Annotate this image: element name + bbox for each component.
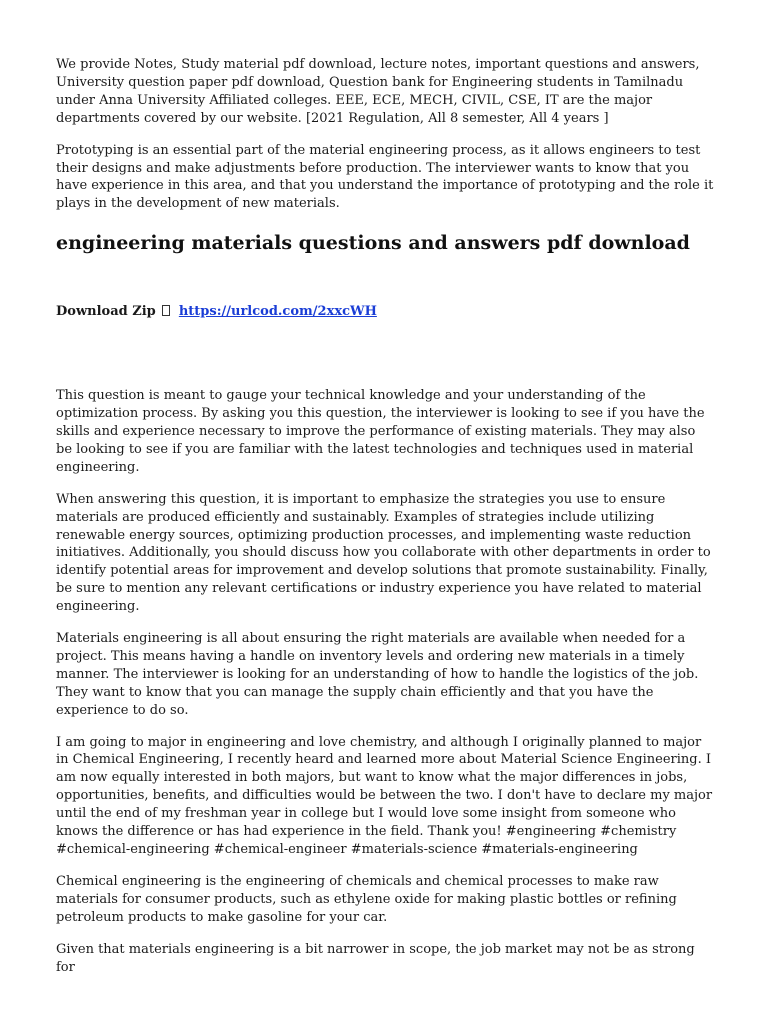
download-label: Download Zip [56,304,156,320]
spacer [56,321,714,387]
intro-paragraph: We provide Notes, Study material pdf download, lecture notes, important questions and answers, University question paper pdf download, Question bank for Engineering students in Tamilnadu under Anna University Affiliated colleges. EEE, ECE, MECH, CIVIL, CSE, IT are the major departments covered by our website. [2021 Regulation, All 8 semester, All 4 years ] [56,57,700,126]
prototyping-paragraph: Prototyping is an essential part of the material engineering process, as it allows engineers to test their designs and make adjustments before production. The interviewer wants to know that you have experience in this area, and that you understand the importance of prototyping and the role it plays in the development of new materials. [56,142,714,212]
chemical-engineering-paragraph: Chemical engineering is the engineering of chemicals and chemical processes to make raw materials for consumer products, such as ethylene oxide for making plastic bottles or refining petroleum products to make gasoline for your car. [56,873,677,925]
download-line [56,303,714,321]
job-market-paragraph: Given that materials engineering is a bit narrower in scope, the job market may not be as strong for [56,941,695,975]
major-question-paragraph: I am going to major in engineering and love chemistry, and although I originally planned to major in Chemical Engineering, I recently heard and learned more about Material Science Engineering. I am now equally interested in both majors, but want to know what the major differences in jobs, opportunities, benefits, and difficulties would be between the two. I don't have to declare my major until the end of my freshman year in college but I would love some insight from someone who knows the difference or has had experience in the field. Thank you! #engineering #chemistry #chemical-engineering #chemical-engineer #materials-science #materials-engineering [56,734,713,857]
sustainability-paragraph: When answering this question, it is important to emphasize the strategies you use to ensure materials are produced efficiently and sustainably. Examples of strategies include utilizing renewable energy sources, optimizing production processes, and implementing waste reduction initiatives. Additionally, you should discuss how you collaborate with other departments in order to identify potential areas for improvement and develop solutions that promote sustainability. Finally, be sure to mention any relevant certifications or industry experience you have related to material engineering. [56,491,711,615]
missing-glyph-icon [162,305,170,316]
page-heading: engineering materials questions and answers pdf download [56,232,690,255]
optimization-paragraph: This question is meant to gauge your technical knowledge and your understanding of the optimization process. By asking you this question, the interviewer is looking to see if you have the skills and experience necessary to improve the performance of existing materials. They may also be looking to see if you are familiar with the latest technologies and techniques used in material engineering. [56,388,705,475]
download-link[interactable]: https://urlcod.com/2xxcWH [178,304,377,320]
logistics-paragraph: Materials engineering is all about ensuring the right materials are available when needed for a project. This means having a handle on inventory levels and ordering new materials in a timely manner. The interviewer is looking for an understanding of how to handle the logistics of the job. They want to know that you can manage the supply chain efficiently and that you have the experience to do so. [56,631,699,718]
